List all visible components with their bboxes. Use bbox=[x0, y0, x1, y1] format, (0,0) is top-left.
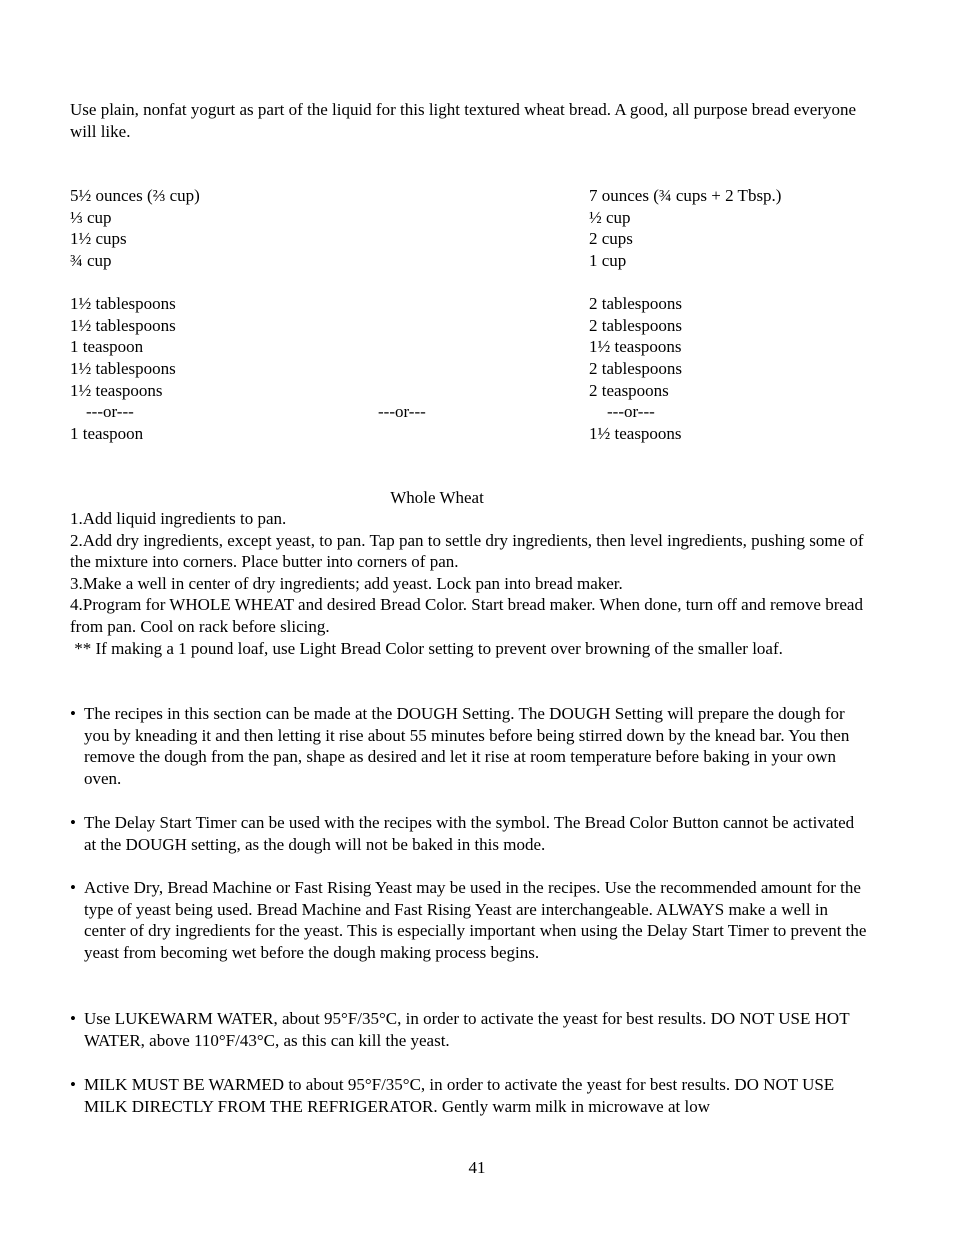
ingredient-large-4: 1 cup bbox=[589, 251, 627, 270]
step-1: 1.Add liquid ingredients to pan. bbox=[70, 509, 287, 528]
page-number: 41 bbox=[468, 1158, 486, 1177]
recipe-intro: Use plain, nonfat yogurt as part of the liquid for this light textured wheat bread. A good, all purpose bread everyone will like. bbox=[70, 100, 857, 141]
ingredient-small-11: 1 teaspoon bbox=[70, 424, 144, 443]
bullet-icon: • bbox=[70, 878, 76, 897]
ingredient-large-9: 2 teaspoons bbox=[589, 381, 669, 400]
bullet-icon: • bbox=[70, 1009, 76, 1028]
step-3: 3.Make a well in center of dry ingredients; add yeast. Lock pan into bread maker. bbox=[70, 573, 623, 593]
tip-warm-milk bbox=[70, 1074, 870, 1117]
tip-text: Active Dry, Bread Machine or Fast Rising Yeast may be used in the recipes. Use the recommended amount for the type of yeast being used. Bread Machine and Fast Rising Yeast are interchangeable. ALWAYS make a well in center of dry ingredients for the yeast. This is especially important when using the Delay Start Timer to prevent the yeast from becoming wet before the dough making process begins. bbox=[84, 878, 867, 962]
instructions bbox=[70, 508, 880, 659]
bullet-icon: • bbox=[70, 813, 76, 832]
tip-text: MILK MUST BE WARMED to about 95°F/35°C, in order to activate the yeast for best results. DO NOT USE MILK DIRECTLY FROM THE REFRIGERATOR. Gently warm milk in microwave at low bbox=[84, 1075, 835, 1116]
ingredient-small-6: 1½ tablespoons bbox=[70, 316, 176, 335]
step-2: 2.Add dry ingredients, except yeast, to pan. Tap pan to settle dry ingredients, then level ingredients, pushing some of the mixture into corners. Place butter into corners of pan. bbox=[70, 530, 864, 572]
setting-label: Whole Wheat bbox=[390, 488, 484, 507]
ingredient-middle-or: ---or--- bbox=[378, 402, 426, 421]
ingredient-large-2: ½ cup bbox=[589, 208, 631, 227]
ingredient-small-9: 1½ teaspoons bbox=[70, 381, 163, 400]
bullet-icon: • bbox=[70, 1075, 76, 1094]
ingredient-large-11: 1½ teaspoons bbox=[589, 424, 682, 443]
tip-text: The Delay Start Timer can be used with the recipes with the symbol. The Bread Color Button cannot be activated at the DOUGH setting, as the dough will not be baked in this mode. bbox=[84, 813, 855, 854]
ingredient-large-1: 7 ounces (¾ cups + 2 Tbsp.) bbox=[589, 186, 782, 205]
ingredient-large-6: 2 tablespoons bbox=[589, 316, 683, 335]
ingredient-small-3: 1½ cups bbox=[70, 229, 127, 248]
ingredient-small-1: 5½ ounces (⅔ cup) bbox=[70, 186, 200, 205]
tip-text: The recipes in this section can be made at the DOUGH Setting. The DOUGH Setting will prepare the dough for you by kneading it and then letting it rise about 55 minutes before being stirred down by the knead bar. You then remove the dough from the pan, shape as desired and let it rise at room temperature before baking in your own oven. bbox=[84, 704, 850, 788]
step-4: 4.Program for WHOLE WHEAT and desired Bread Color. Start bread maker. When done, turn off and remove bread from pan. Cool on rack before slicing. bbox=[70, 595, 863, 636]
tip-yeast-types bbox=[70, 877, 870, 963]
ingredient-small-7: 1 teaspoon bbox=[70, 337, 144, 356]
tip-lukewarm-water bbox=[70, 1008, 870, 1051]
ingredient-large-5: 2 tablespoons bbox=[589, 294, 683, 313]
ingredient-large-3: 2 cups bbox=[589, 229, 633, 248]
ingredient-small-5: 1½ tablespoons bbox=[70, 294, 176, 313]
bullet-icon: • bbox=[70, 704, 76, 723]
tip-dough-setting bbox=[70, 703, 870, 789]
ingredient-small-4: ¾ cup bbox=[70, 251, 112, 270]
ingredient-large-7: 1½ teaspoons bbox=[589, 337, 682, 356]
tip-delay-start bbox=[70, 812, 870, 855]
ingredient-small-2: ⅓ cup bbox=[70, 208, 112, 227]
step-note: ** If making a 1 pound loaf, use Light Bread Color setting to prevent over browning of the smaller loaf. bbox=[70, 638, 783, 658]
ingredient-small-8: 1½ tablespoons bbox=[70, 359, 176, 378]
ingredient-large-or: ---or--- bbox=[607, 402, 655, 421]
ingredient-large-8: 2 tablespoons bbox=[589, 359, 683, 378]
ingredient-small-or: ---or--- bbox=[86, 402, 134, 421]
tip-text: Use LUKEWARM WATER, about 95°F/35°C, in order to activate the yeast for best results. DO NOT USE HOT WATER, above 110°F/43°C, as this can kill the yeast. bbox=[84, 1009, 850, 1050]
